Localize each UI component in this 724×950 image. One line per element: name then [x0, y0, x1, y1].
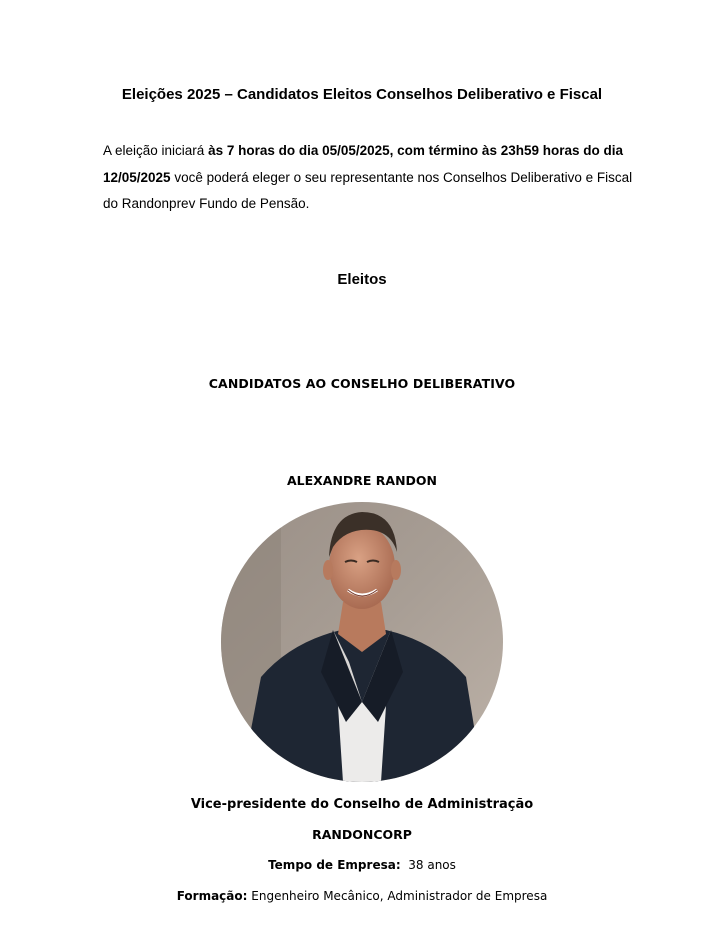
intro-dates-bold: às 7 horas do dia 05/05/2025, com término às 23h59 horas do dia 12/05/2025 [103, 143, 623, 185]
page-title: Eleições 2025 – Candidatos Eleitos Conselhos Deliberativo e Fiscal [121, 86, 603, 103]
candidate-photo [221, 502, 503, 782]
elected-heading: Eleitos [337, 271, 387, 288]
formacao-label: Formação: [176, 889, 248, 903]
tempo-value: 38 anos [408, 858, 456, 872]
candidate-company: RANDONCORP [312, 827, 412, 842]
tempo-label: Tempo de Empresa: [268, 858, 401, 872]
intro-text-end: você poderá eleger o seu representante nos Conselhos Deliberativo e Fiscal do Randonprev Fundo de Pensão. [103, 169, 633, 211]
section-heading-deliberativo: CANDIDATOS AO CONSELHO DELIBERATIVO [208, 376, 516, 391]
election-intro-paragraph [103, 138, 633, 218]
intro-text-start: A eleição iniciará [103, 143, 209, 158]
formacao-value: Engenheiro Mecânico, Administrador de Empresa [251, 889, 548, 903]
formacao [0, 889, 724, 903]
tempo-de-empresa [0, 858, 724, 872]
candidate-role: Vice-presidente do Conselho de Administração [190, 797, 534, 812]
candidate-portrait-image [221, 502, 503, 782]
candidate-name: ALEXANDRE RANDON [286, 473, 438, 488]
